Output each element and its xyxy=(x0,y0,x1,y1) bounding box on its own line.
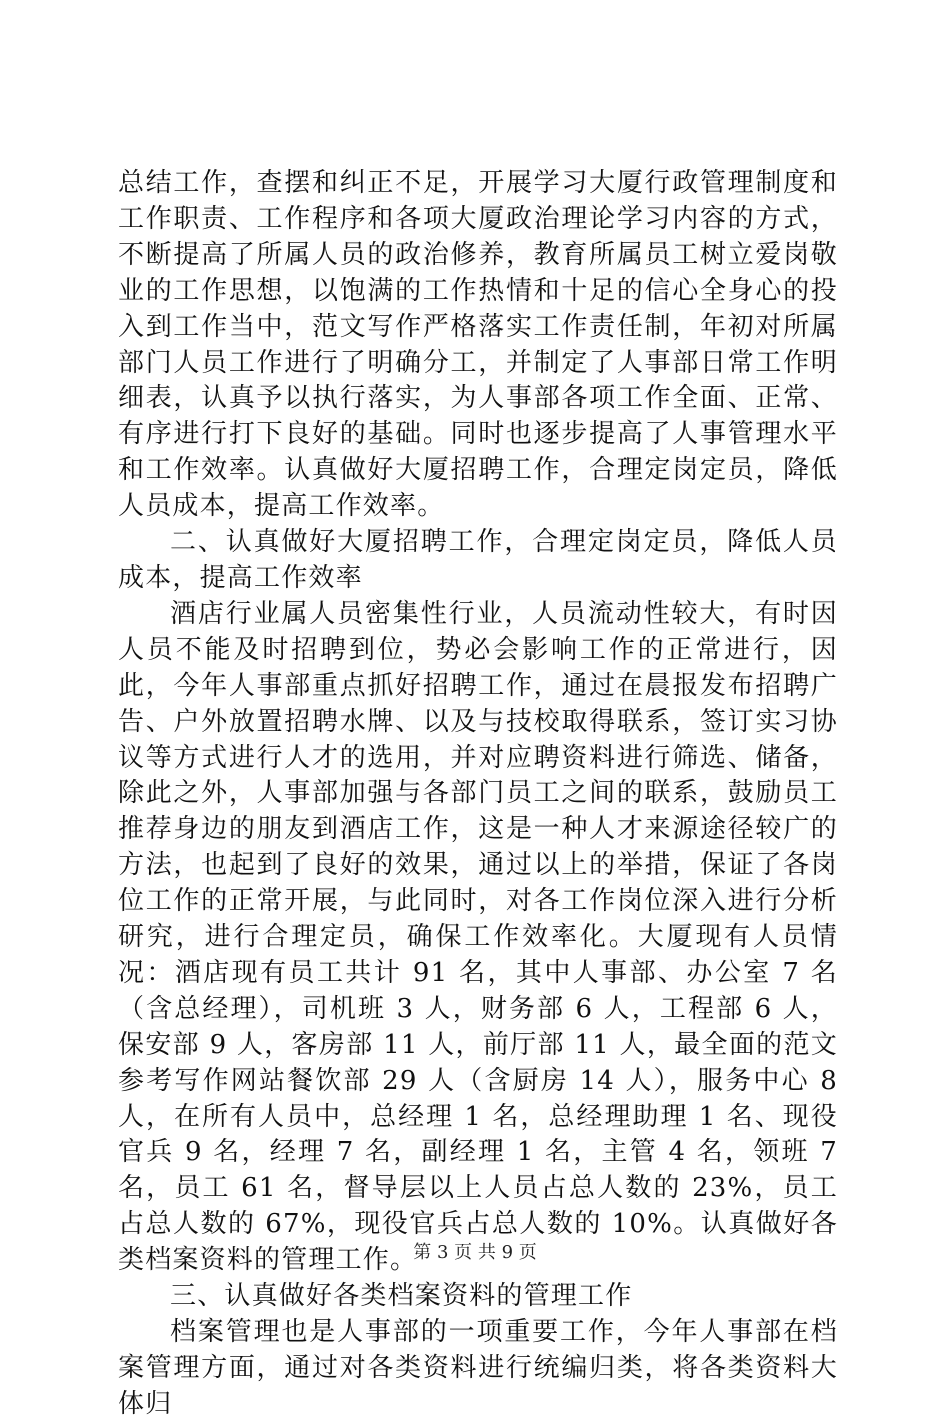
paragraph-recruitment: 酒店行业属人员密集性行业，人员流动性较大，有时因人员不能及时招聘到位，势必会影响工作的正常进行，因此，今年人事部重点抓好招聘工作，通过在晨报发布招聘广告、户外放置招聘水牌、以及与技校取得联系，签订实习协议等方式进行人才的选用，并对应聘资料进行筛选、储备，除此之外，人事部加强与各部门员工之间的联系，鼓励员工推荐身边的朋友到酒店工作，这是一种人才来源途径较广的方法，也起到了良好的效果，通过以上的举措，保证了各岗位工作的正常开展，与此同时，对各工作岗位深入进行分析研究，进行合理定员，确保工作效率化。大厦现有人员情况：酒店现有员工共计 91 名，其中人事部、办公室 7 名（含总经理），司机班 3 人，财务部 6 人，工程部 6 人，保安部 9 人，客房部 11 人，前厅部 11 人，最全面的范文参考写作网站餐饮部 29 人（含厨房 14 人），服务中心 8 人，在所有人员中，总经理 1 名，总经理助理 1 名、现役官兵 9 名，经理 7 名，副经理 1 名，主管 4 名，领班 7 名，员工 61 名，督导层以上人员占总人数的 23%，员工占总人数的 67%，现役官兵占总人数的 10%。认真做好各类档案资料的管理工作。 xyxy=(118,598,838,1276)
page-footer: 第 3 页 共 9 页 xyxy=(413,1242,537,1263)
document-body xyxy=(118,166,838,1423)
section-heading-recruitment: 二、认真做好大厦招聘工作，合理定岗定员，降低人员成本，提高工作效率 xyxy=(118,527,838,593)
section-heading-archives: 三、认真做好各类档案资料的管理工作 xyxy=(170,1281,633,1312)
paragraph-archives: 档案管理也是人事部的一项重要工作，今年人事部在档案管理方面，通过对各类资料进行统编归类，将各类资料大体归 xyxy=(118,1317,838,1419)
paragraph-summary: 总结工作，查摆和纠正不足，开展学习大厦行政管理制度和工作职责、工作程序和各项大厦政治理论学习内容的方式，不断提高了所属人员的政治修养，教育所属员工树立爱岗敬业的工作思想，以饱满的工作热情和十足的信心全身心的投入到工作当中，范文写作严格落实工作责任制，年初对所属部门人员工作进行了明确分工，并制定了人事部日常工作明细表，认真予以执行落实，为人事部各项工作全面、正常、有序进行打下良好的基础。同时也逐步提高了人事管理水平和工作效率。认真做好大厦招聘工作，合理定岗定员，降低人员成本，提高工作效率。 xyxy=(118,168,838,522)
